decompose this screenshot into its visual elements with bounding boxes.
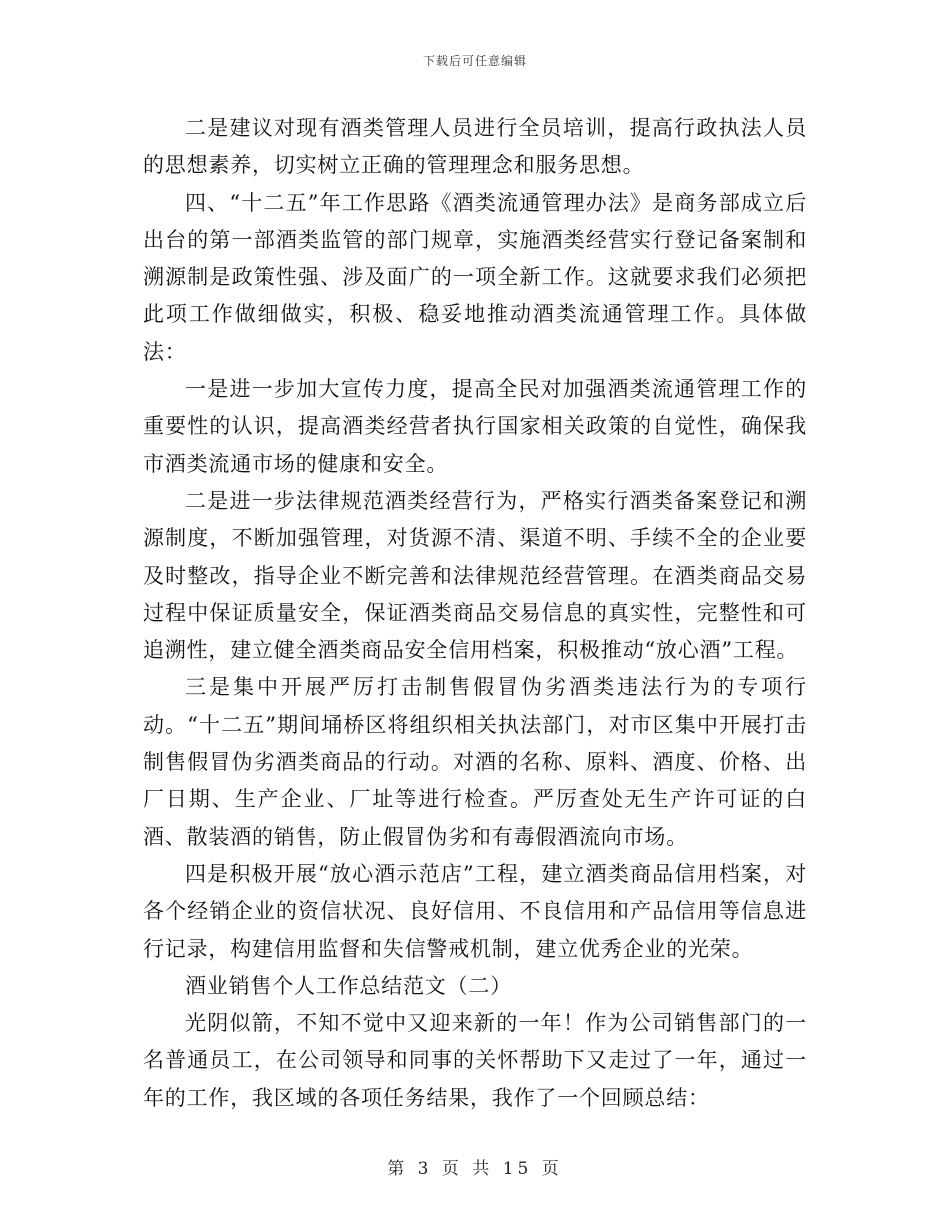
paragraph-work-plan: 四、“十二五”年工作思路《酒类流通管理办法》是商务部成立后出台的第一部酒类监管的部门规章，实施酒类经营实行登记备案制和溯源制是政策性强、涉及面广的一项全新工作。这就要求我们必须把此项工作做细做实，积极、稳妥地推动酒类流通管理工作。具体做法：	[143, 190, 807, 364]
page-footer: 第 3 页 共 15 页	[387, 1159, 563, 1179]
paragraph-training: 二是建议对现有酒类管理人员进行全员培训，提高行政执法人员的思想素养，切实树立正确的管理理念和服务思想。	[143, 116, 807, 178]
paragraph-regulation: 二是进一步法律规范酒类经营行为，严格实行酒类备案登记和溯源制度，不断加强管理，对货源不清、渠道不明、手续不全的企业要及时整改，指导企业不断完善和法律规范经营管理。在酒类商品交易过程中保证质量安全，保证酒类商品交易信息的真实性，完整性和可追溯性，建立健全酒类商品安全信用档案，积极推动“放心酒”工程。	[143, 488, 807, 663]
paragraph-trusted-stores: 四是积极开展“放心酒示范店”工程，建立酒类商品信用档案，对各个经销企业的资信状况、良好信用、不良信用和产品信用等信息进行记录，构建信用监督和失信警戒机制，建立优秀企业的光荣。	[143, 861, 807, 961]
paragraph-publicity: 一是进一步加大宣传力度，提高全民对加强酒类流通管理工作的重要性的认识，提高酒类经营者执行国家相关政策的自觉性，确保我市酒类流通市场的健康和安全。	[143, 377, 807, 476]
page-header: 下载后可任意编辑	[422, 54, 527, 68]
paragraph-year-review: 光阴似箭，不知不觉中又迎来新的一年！作为公司销售部门的一名普通员工，在公司领导和同事的关怀帮助下又走过了一年，通过一年的工作，我区域的各项任务结果，我作了一个回顾总结：	[143, 1011, 807, 1110]
document-body	[143, 110, 807, 1117]
paragraph-crackdown: 三是集中开展严厉打击制售假冒伪劣酒类违法行为的专项行动。“十二五”期间埇桥区将组织相关执法部门，对市区集中开展打击制售假冒伪劣酒类商品的行动。对酒的名称、原料、酒度、价格、出厂日期、生产企业、厂址等进行检查。严厉查处无生产许可证的白酒、散装酒的销售，防止假冒伪劣和有毒假酒流向市场。	[143, 675, 807, 849]
section-heading: 酒业销售个人工作总结范文（二）	[185, 973, 512, 998]
